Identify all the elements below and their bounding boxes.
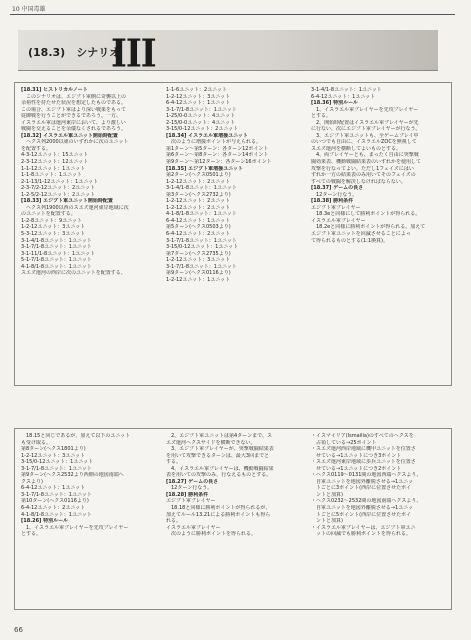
- text-line: 1-2-12ユニット：1ユニット: [166, 276, 231, 283]
- section-title-banner: [18, 30, 438, 77]
- text-line: イスラエル軍プレイヤー: [166, 524, 221, 531]
- text-line: 1-2-12ユニット：3ユニット: [166, 93, 231, 100]
- text-line: 3-1-7/1-8ユニット：1ユニット: [166, 106, 237, 113]
- text-line: ットの回滅でも勝利ポイントを得られる。: [311, 531, 412, 538]
- text-line: 第1ターン〜第5ターン：各ターン12ポイント: [166, 145, 269, 152]
- text-line: 自軍ユニットを地図外離脱させる→1ユニッ: [311, 478, 413, 485]
- text-line: 1-2-12ユニット：2ユニット: [166, 204, 231, 211]
- text-line: 3-1-7/1-8ユニット：1ユニット: [21, 244, 92, 251]
- text-line: 4、イスラエル軍プレイヤーは、機動戦闘結果: [166, 465, 274, 472]
- text-line: 2、エジプト軍ユニットは第4ターンまで、ス: [166, 433, 272, 439]
- text-line: イスラエル軍プレイヤー: [311, 217, 366, 224]
- text-line: 6-4-12ユニット：1ユニット: [166, 100, 231, 107]
- text-line: 3-1-7/1-8ユニット：1ユニット: [166, 237, 237, 244]
- lower-column-2: [166, 433, 306, 538]
- text-line: 3-15/0-12ユニット：1ユニット: [21, 459, 94, 466]
- text-line: 第9ターン(ヘクス0116より): [166, 270, 231, 277]
- text-line: 第5ターン(ヘクス0503より): [166, 224, 231, 231]
- text-line: を配置する。: [21, 145, 52, 152]
- text-line: も受け取る。: [21, 439, 52, 446]
- text-line: 闘効果表、機動戦闘結果表のいずれかを使用して: [311, 159, 422, 166]
- text-line: 4-1-8/1-8ユニット：1ユニット: [21, 511, 92, 518]
- text-line: 加えてルール13.21による勝利ポイントも得ら: [166, 511, 271, 518]
- text-line: 6-4-12ユニット：2ユニット: [21, 505, 86, 512]
- text-line: ・スエズ運河東岸地域に歩兵ユニットを位置さ: [311, 459, 416, 466]
- text-line: 第9ターン〜第12ターン：各ターン16ポイント: [166, 159, 272, 166]
- lower-column-1: [21, 433, 161, 538]
- text-line: 1、イスラエル軍プレイヤーを先攻プレイヤー: [21, 524, 129, 531]
- text-line: 2-3-7/2-12ユニット：2ユニット: [21, 185, 95, 192]
- text-line: 4-1-8/1-8ユニット：1ユニット: [21, 263, 92, 270]
- text-line: ・イスラエル軍プレイヤーは、エジプト軍ユニ: [311, 524, 416, 531]
- text-line: 1-2-5/2-12ユニット：2ユニット: [21, 191, 95, 198]
- upper-column-1: [21, 87, 161, 277]
- section-heading: [18.31] ヒストリカルノート: [21, 87, 88, 93]
- text-line: のユニットを配置する。: [21, 211, 76, 218]
- text-line: このシナリオは、エジプト軍側に奇襲以上の: [21, 93, 126, 100]
- section-heading: [18.27] ゲームの長さ: [166, 478, 219, 485]
- running-header: 10 中国毒雄: [12, 6, 46, 13]
- text-line: エズ運河ヘクスサイドを横断できない。: [166, 439, 256, 446]
- text-line: 攻撃を行なってよい。ただし1フェイズにはい: [311, 165, 414, 172]
- text-line: ントと加算): [311, 518, 343, 525]
- section-heading: [18.35] エジプト軍増援ユニット: [166, 165, 243, 172]
- text-line: トごとに3ポイント(西岸に位置させたポイ: [311, 485, 412, 492]
- text-line: 1-1-8ユニット：1ユニット: [21, 172, 82, 179]
- section-heading: [18.34] イスラエル軍増援ユニット: [166, 132, 248, 139]
- text-line: せている→1ユニットにつき3ポイント: [311, 452, 402, 459]
- text-line: ヘクス列2000以東のいずれかに次のユニット: [21, 139, 129, 146]
- text-line: すべての戦闘を解決しなければならない。: [311, 178, 406, 185]
- text-line: 12ターン行なう。: [311, 191, 358, 198]
- text-line: を用いて攻撃できるターンは、最大3回までと: [166, 452, 270, 459]
- text-line: ・イスマイリア(Ismailia)のすべてのヘクスを: [311, 433, 414, 439]
- text-line: イスラエル軍は運河東岸において、より激しい: [21, 119, 126, 126]
- text-line: 従御戦を行うことができるであろう。一方、: [21, 113, 121, 120]
- header-rule: [10, 14, 455, 15]
- section-heading: [18.32] イスラエル軍ユニット開始時配置: [21, 132, 118, 139]
- text-line: 4、両プレイヤーとも、まったく自由に突撃戦: [311, 152, 419, 159]
- section-heading: [18.26] 特別ルール: [21, 518, 69, 525]
- section-heading: [18.37] ゲームの長さ: [311, 185, 364, 192]
- text-line: ・スエズ運河西岸地域に機甲ユニットを位置さ: [311, 446, 416, 453]
- text-line: 第9ターン(ヘクス2532より西側の地図南端へ: [21, 472, 124, 479]
- text-line: 自軍ユニットを地図外離脱させる→1ユニッ: [311, 505, 413, 512]
- text-line: 1-2-12ユニット：2ユニット: [166, 198, 231, 205]
- text-line: エジプト軍プレイヤー: [166, 498, 216, 505]
- text-line: 18.15と同じであるが、加えて以下のユニット: [21, 433, 131, 439]
- text-line: エジプト軍ユニットを回滅させることによっ: [311, 231, 411, 238]
- section-title: (18.3) シナリオ: [28, 46, 121, 59]
- text-line: 1-2-12ユニット：2ユニット: [166, 178, 231, 185]
- text-line: 1-1-12ユニット：1ユニット: [21, 165, 86, 172]
- text-line: て得られるものとする(1:1換算)。: [311, 237, 388, 244]
- text-line: 18.18と同様に勝利ポイントが得られるが、: [166, 505, 271, 512]
- text-line: 第6ターン〜第8ターン：各ターン14ポイント: [166, 152, 269, 159]
- text-line: 6-4-12ユニット：2ユニット: [166, 231, 231, 238]
- page-number: 66: [14, 626, 23, 634]
- text-line: 第8ターン(ヘクス1801より): [21, 446, 86, 453]
- text-line: 第3ターン(ヘクス2732より): [166, 191, 231, 198]
- text-line: 第2ターン(ヘクス0501より): [166, 172, 231, 179]
- section-heading: [18.38] 勝利条件: [311, 198, 354, 205]
- text-line: 12ターン行なう。: [166, 485, 213, 492]
- text-line: 3-15/0-12ユニット：1ユニット: [166, 244, 239, 251]
- text-line: 余裕性を持たせた状況を想定したものである。: [21, 100, 127, 107]
- text-line: に行ない、次にエジプト軍プレイヤーが行なう。: [311, 126, 421, 133]
- text-line: 6-4-12ユニット：1ユニット: [21, 485, 86, 492]
- text-line: せている→1ユニットにつき2ポイント: [311, 465, 402, 472]
- section-heading: [18.33] エジプト軍ユニット開始時配置: [21, 198, 113, 205]
- text-line: する。: [166, 459, 182, 466]
- text-line: 次のように増援ポイントが与えられる。: [166, 139, 262, 146]
- section-heading: [18.36] 特別ルール: [311, 100, 359, 107]
- text-line: 第10ターン(ヘクス0116より): [21, 498, 89, 505]
- text-line: 1-2-12ユニット：3ユニット: [166, 257, 231, 264]
- text-line: のいつでも自由に、イスラエルZOCを無視して: [311, 139, 417, 146]
- text-line: スエズ運河を横断してよいものとする。: [311, 145, 402, 152]
- text-line: 18.2eと同様に勝利ポイントが得られる。加えて: [311, 224, 426, 231]
- text-line: 1、イスラエル軍プレイヤーを先攻プレイヤー: [311, 106, 419, 113]
- text-line: 3-1-4/1-8ユニット：1ユニット: [311, 87, 382, 93]
- text-line: 6-4-12ユニット：1ユニット: [166, 217, 231, 224]
- text-line: 1-2-12ユニット：3ユニット: [21, 452, 86, 459]
- text-line: 3-1-11/1-8ユニット：1ユニット: [21, 250, 95, 257]
- text-line: 6-4-12ユニット：1ユニット: [311, 93, 376, 100]
- text-line: 3、エジプト軍プレイヤーが、突撃戦闘結果表: [166, 446, 274, 453]
- text-line: ヘクス列1900以西のスエズ運河東岸地域に次: [21, 204, 129, 211]
- text-line: 2、開始時配置はイスラエル軍プレイヤーが先: [311, 119, 419, 126]
- text-line: クスより): [21, 478, 43, 485]
- text-line: ずれか一方の結果表のみ用いてそのフェイズの: [311, 172, 416, 179]
- text-line: トごとに5ポイント(西岸に位置させたポイ: [311, 511, 412, 518]
- text-line: 1-1-6ユニット：2ユニット: [166, 87, 227, 93]
- text-line: 2-15/0-0ユニット：4ユニット: [166, 119, 235, 126]
- text-line: 表を用いての攻撃のみ、行なえるものとする。: [166, 472, 272, 479]
- text-line: 戦闘を交えることを余儀なくされるであろう。: [21, 126, 126, 133]
- text-line: 5-1-7/1-8ユニット：1ユニット: [21, 257, 92, 264]
- text-line: 1-25/0-0ユニット：4ユニット: [166, 113, 235, 120]
- text-line: 占領している→25ポイント: [311, 439, 377, 446]
- text-line: 次のように勝利ポイントを得られる。: [166, 531, 257, 538]
- lower-column-3: [311, 433, 447, 538]
- section-roman-numeral: III: [111, 32, 156, 77]
- text-line: この場合、エジプト軍はより深い戦果をもって: [21, 106, 127, 113]
- text-line: ントと加算): [311, 491, 343, 498]
- text-line: 3、エジプト軍ユニットも、全ゲームプレイ中: [311, 132, 419, 139]
- upper-text-panel: [14, 82, 452, 386]
- text-line: 3-1-4/1-8ユニット：1ユニット: [21, 237, 92, 244]
- text-line: 4-1-8/1-8ユニット：1ユニット: [166, 211, 237, 218]
- text-line: 4-3-12ユニット：15ユニット: [21, 152, 89, 159]
- section-heading: [18.28] 勝利条件: [166, 491, 209, 498]
- text-line: 1-2-8ユニット：9ユニット: [21, 217, 82, 224]
- upper-column-3: [311, 87, 447, 244]
- text-line: 2-1-13/1-12ユニット：1ユニット: [21, 178, 99, 185]
- upper-column-2: [166, 87, 306, 283]
- lower-text-panel: [14, 428, 452, 610]
- text-line: 3-1-7/1-8ユニット：1ユニット: [21, 491, 92, 498]
- text-line: スエズ運河の西岸に次のユニットを配置する。: [21, 270, 126, 277]
- text-line: 3-1-7/1-8ユニット：1ユニット: [166, 263, 237, 270]
- text-line: 第7ターン(ヘクス2735より): [166, 250, 231, 257]
- text-line: 2-3-12ユニット：12ユニット: [21, 159, 89, 166]
- text-line: 5-3-12ユニット：3ユニット: [21, 231, 86, 238]
- text-line: 18.3eと同様にして勝利ポイントが得られる。: [311, 211, 421, 218]
- text-line: 3-15/0-12ユニット：2ユニット: [166, 126, 239, 133]
- text-line: 3-1-4/1-8ユニット：1ユニット: [166, 185, 237, 192]
- text-line: ・ヘクス0232〜2532間の地図南端ヘクスより、: [311, 498, 422, 505]
- text-line: ・ヘクス0119〜0131間の地図西端ヘクスより、: [311, 472, 422, 479]
- text-line: とする。: [311, 113, 332, 120]
- text-line: 1-2-12ユニット：3ユニット: [21, 224, 86, 231]
- text-line: れる。: [166, 518, 182, 525]
- text-line: とする。: [21, 531, 42, 538]
- text-line: 3-1-7/1-8ユニット：1ユニット: [21, 465, 92, 472]
- text-line: エジプト軍プレイヤー: [311, 204, 361, 211]
